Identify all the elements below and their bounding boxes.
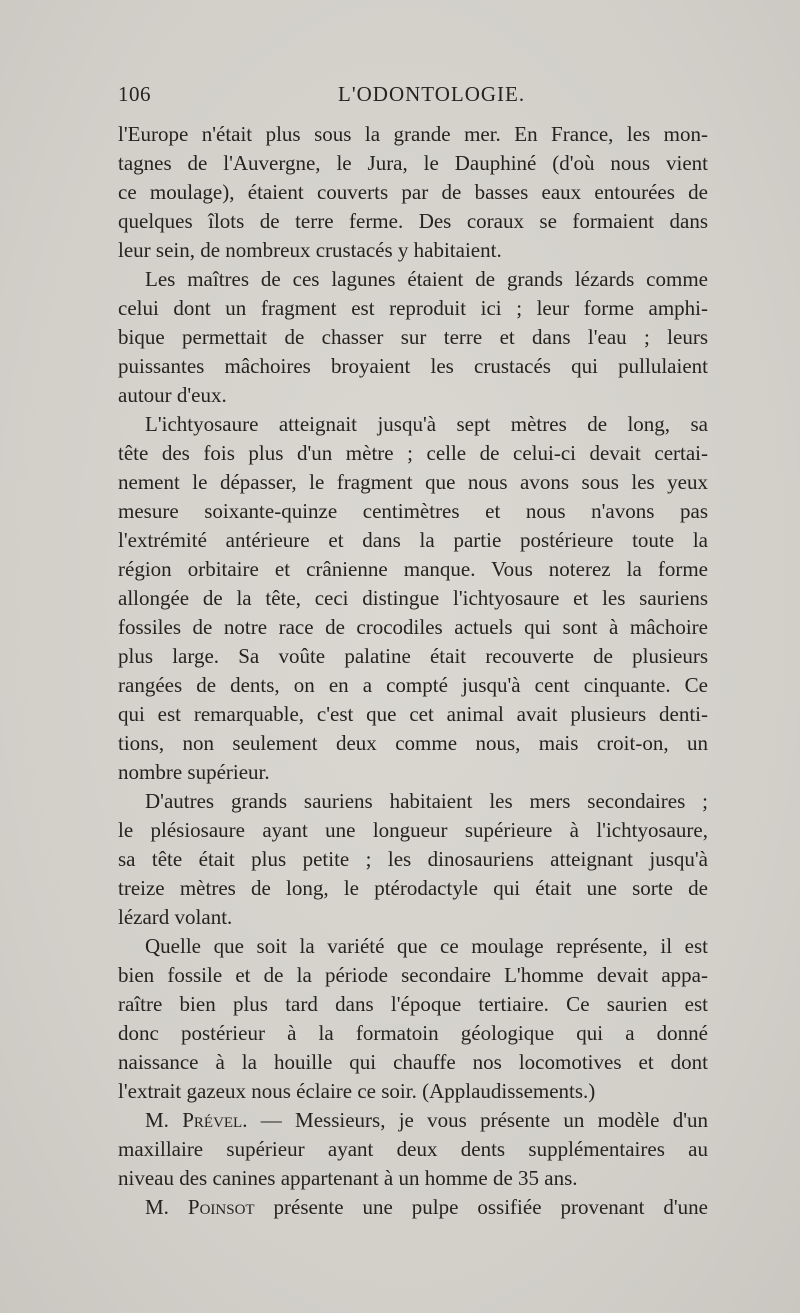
text-line: naissance à la houille qui chauffe nos locomotives et dont (118, 1050, 708, 1074)
text-line: rangées de dents, on en a compté jusqu'à cent cinquante. Ce (118, 673, 708, 697)
text-line: tagnes de l'Auvergne, le Jura, le Dauphiné (d'où nous vient (118, 151, 708, 175)
body-text (118, 120, 708, 1222)
text-line: celui dont un fragment est reproduit ici ; leur forme amphi- (118, 296, 708, 320)
speaker-text: présente une pulpe ossifiée provenant d'une (254, 1195, 708, 1219)
text-line: ce moulage), étaient couverts par de basses eaux entourées de (118, 180, 708, 204)
text-line: sa tête était plus petite ; les dinosauriens atteignant jusqu'à (118, 847, 708, 871)
text-line: allongée de la tête, ceci distingue l'ichtyosaure et les sauriens (118, 586, 708, 610)
speaker-prefix: M. (145, 1108, 169, 1132)
text-line: puissantes mâchoires broyaient les crustacés qui pullulaient (118, 354, 708, 378)
text-line: plus large. Sa voûte palatine était recouverte de plusieurs (118, 644, 708, 668)
text-line: maxillaire supérieur ayant deux dents supplémentaires au (118, 1137, 708, 1161)
text-line: fossiles de notre race de crocodiles actuels qui sont à mâchoire (118, 615, 708, 639)
text-line: autour d'eux. (118, 383, 227, 407)
text-line: le plésiosaure ayant une longueur supérieure à l'ichtyosaure, (118, 818, 708, 842)
text-line: D'autres grands sauriens habitaient les mers secondaires ; (145, 789, 708, 813)
speaker-line-poinsot (118, 1193, 708, 1222)
text-line: région orbitaire et crânienne manque. Vous noterez la forme (118, 557, 708, 581)
text-line: bien fossile et de la période secondaire L'homme devait appa- (118, 963, 708, 987)
text-line: leur sein, de nombreux crustacés y habitaient. (118, 238, 502, 262)
text-line: Quelle que soit la variété que ce moulage représente, il est (145, 934, 708, 958)
page-number: 106 (118, 82, 151, 106)
running-title: L'ODONTOLOGIE. (338, 82, 526, 106)
text-line: nement le dépasser, le fragment que nous avons sous les yeux (118, 470, 708, 494)
text-line: treize mètres de long, le ptérodactyle qui était une sorte de (118, 876, 708, 900)
text-line: l'extrémité antérieure et dans la partie postérieure toute la (118, 528, 708, 552)
text-line: niveau des canines appartenant à un homme de 35 ans. (118, 1166, 578, 1190)
text-line: donc postérieur à la formatoin géologique qui a donné (118, 1021, 708, 1045)
text-line: lézard volant. (118, 905, 233, 929)
text-line: L'ichtyosaure atteignait jusqu'à sept mètres de long, sa (145, 412, 708, 436)
text-line: Les maîtres de ces lagunes étaient de grands lézards comme (145, 267, 708, 291)
text-line: l'extrait gazeux nous éclaire ce soir. (Applaudissements.) (118, 1079, 596, 1103)
page-header (118, 82, 708, 112)
text-line: tions, non seulement deux comme nous, mais croit-on, un (118, 731, 708, 755)
text-line: tête des fois plus d'un mètre ; celle de celui-ci devait certai- (118, 441, 708, 465)
text-line: nombre supérieur. (118, 760, 270, 784)
text-line: quelques îlots de terre ferme. Des coraux se formaient dans (118, 209, 708, 233)
text-line: l'Europe n'était plus sous la grande mer. En France, les mon- (118, 122, 708, 146)
text-line: qui est remarquable, c'est que cet animal avait plusieurs denti- (118, 702, 708, 726)
speaker-name: Prével (182, 1108, 243, 1132)
text-line: raître bien plus tard dans l'époque tertiaire. Ce saurien est (118, 992, 708, 1016)
text-line: mesure soixante-quinze centimètres et nous n'avons pas (118, 499, 708, 523)
text-line: bique permettait de chasser sur terre et dans l'eau ; leurs (118, 325, 708, 349)
speaker-name: Poinsot (187, 1195, 255, 1219)
speaker-line-prevel (118, 1106, 708, 1135)
speaker-text: . — Messieurs, je vous présente un modèle d'un (242, 1108, 708, 1132)
speaker-prefix: M. (145, 1195, 169, 1219)
